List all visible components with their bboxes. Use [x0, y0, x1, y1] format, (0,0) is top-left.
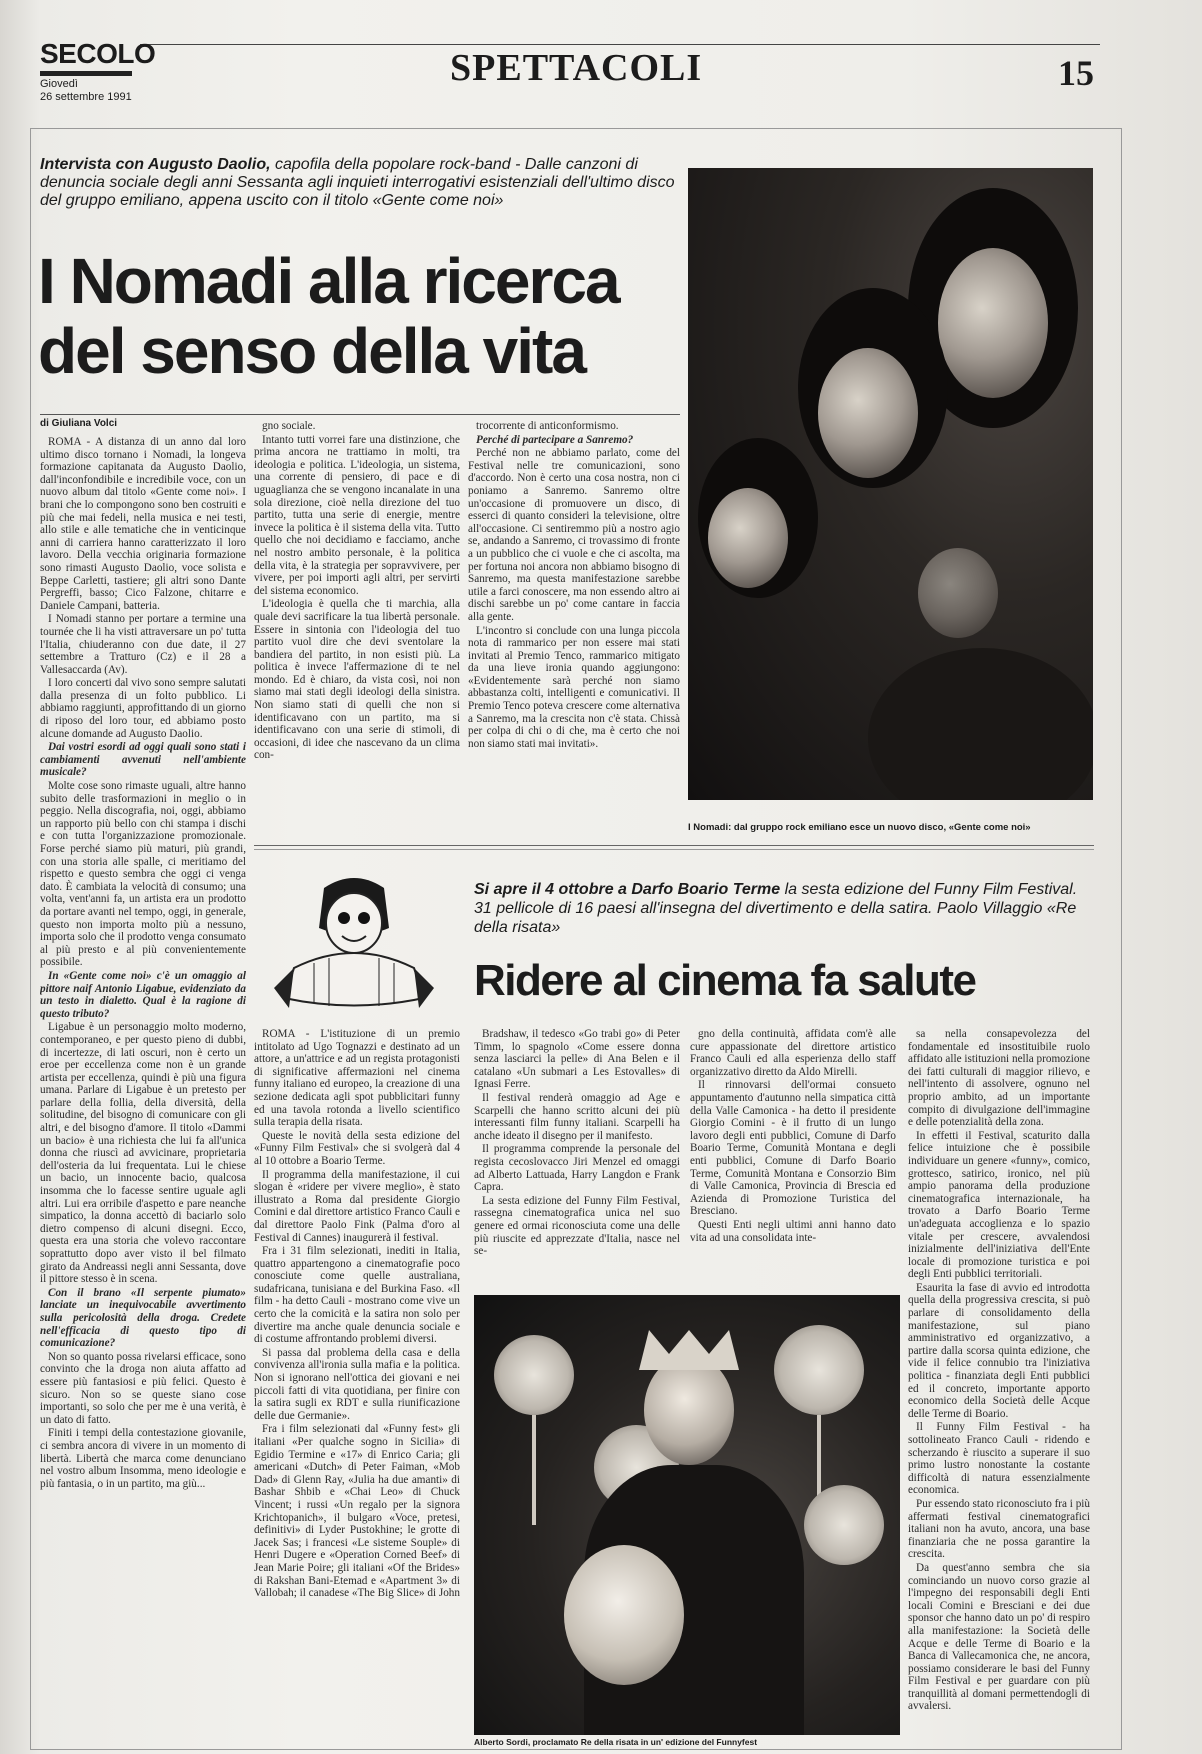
- paragraph: sa nella consapevolezza del fondamentale ed insostituibile ruolo affidato alle istituzioni nella promozione dei fatti culturali di maggior rilievo, e nell'intento di assolvere, ognuno nel proprio ambito, ad un importante compito di divulgazione dell'immagine e delle potenzialità della zona.: [908, 1028, 1090, 1129]
- article2-column-1: [254, 1028, 460, 1734]
- article1-column-2: [254, 420, 460, 830]
- paragraph: La sesta edizione del Funny Film Festival, rassegna cinematografica unica nel suo genere ed ormai riconosciuta come una delle più riuscite ed apprezzate d'Italia, nasce nel se-: [474, 1194, 680, 1258]
- paragraph: Si passa dal problema della casa e della convivenza all'ironia sulla mafia e la politica. Non si ignorano nell'ottica dei giovani e nei piccoli fatti di vita quotidiana, per finire con la satira sugli ex RDT e sulla riunificazione delle due Germanie».: [254, 1346, 460, 1422]
- paragraph: Il festival renderà omaggio ad Age e Scarpelli che hanno scritto alcuni dei più interessanti film funny italiani. Scarpelli ha anche ideato il disegno per il manifesto.: [474, 1091, 680, 1142]
- logo-text: SECOLO: [40, 38, 156, 69]
- article2-column-3: [690, 1028, 896, 1286]
- paragraph: Perché non ne abbiamo parlato, come del Festival nelle tre comunicazioni, sono d'accordo. Non è certo una cosa nostra, non ci poniamo a Sanremo. Sanremo oltre un'occasione di promuovere un disco, di esserci di quanto consideri la televisione, oltre all'occasione. Ci sentiremmo più a nostro agio se, andando a Sanremo, ci trovassimo di fronte a un pubblico che ci vuole e che ci ascolta, ma per fortuna noi ancora non abbiamo bisogno di Sanremo, ma questa manifestazione sarebbe utile a farci conoscere, ma non essendo altro ai dischi sarebbe un po' come cantare in faccia alla gente.: [468, 447, 680, 623]
- paragraph: Il rinnovarsi dell'ormai consueto appuntamento d'autunno nella simpatica città della Valle Camonica - ha detto il presidente Giorgio Comini - è il frutto di un lungo lavoro degli enti pubblici, Comune di Darfo Boario Terme, Comunità Montana e degli enti pubblici, Comune di Darfo Boario Terme, Comunità Montana e Consorzio Bim di Valle Camonica, Provincia di Brescia ed Azienda di Promozione Turistica del Bresciano.: [690, 1079, 896, 1218]
- article2-column-2: [474, 1028, 680, 1286]
- paragraph: In «Gente come noi» c'è un omaggio al pittore naif Antonio Ligabue, evidenziato da un testo in dialetto. Qual è la ragione di questo tributo?: [40, 969, 246, 1020]
- article1-column-1: [40, 436, 246, 1736]
- paragraph: trocorrente di anticonformismo.: [476, 420, 619, 432]
- article2-headline: Ridere al cinema fa salute: [474, 956, 976, 1005]
- article1-kicker: [40, 156, 690, 210]
- paragraph: I loro concerti dal vivo sono sempre salutati dalla presenza di un folto pubblico. Li abbiamo raggiunti, approfittando di un giorno di riposo del loro tour, ed abbiamo posto alcune domande ad Augusto Daolio.: [40, 677, 246, 740]
- paragraph: ROMA - A distanza di un anno dal loro ultimo disco tornano i Nomadi, la longeva formazione capitanata da Augusto Daolio, dall'inconfondibile e incredibile voce, con un nuovo album dal titolo «Gente come noi». I brani che lo compongono sono ben costruiti e più che mai fedeli, nella musica e nei testi, allo stile e alle tematiche che in venticinque anni di carriera hanno caratterizzato il loro lavoro. Della vecchia originaria formazione sono rimasti Augusto Daolio, voce solista e Beppe Carletti, tastiere; gli altri sono Dante Pergreffi, basso; Cico Falzone, chitarre e Daniele Campani, batteria.: [40, 436, 246, 612]
- article1-headline-line2: del senso della vita: [38, 315, 585, 387]
- article1-kicker-text: capofila della popolare rock-band - Dalle canzoni di denuncia sociale degli anni Sessanta agli inquieti interrogativi esistenziali dell'ultimo disco del gruppo emiliano, appena uscito con il titolo «Gente come noi»: [40, 156, 675, 209]
- article1-photo-caption: I Nomadi: dal gruppo rock emiliano esce un nuovo disco, «Gente come noi»: [688, 822, 1031, 833]
- article1-byline: di Giuliana Volci: [40, 418, 118, 429]
- paragraph: Questi Enti negli ultimi anni hanno dato vita ad una consolidata inte-: [690, 1218, 896, 1244]
- article1-column-3: [468, 420, 680, 830]
- issue-date: 26 settembre 1991: [40, 91, 132, 103]
- paragraph: Perché di partecipare a Sanremo?: [476, 433, 634, 446]
- article1-kicker-lead: Intervista con Augusto Daolio,: [40, 156, 271, 173]
- paragraph: Da quest'anno sembra che sia cominciando un nuovo corso grazie al l'impegno dei responsabili degli Enti locali Comini e Bresciani e dei due sponsor che hanno dato un po' di respiro alla manifestazione: la Società delle Acque e delle Terme di Boario e la Banca di Vallecamonica che, ne ancora, possiamo considerare le basi del Funny Film Festival e per guardare con più tranquillità al domani permettendogli di avvalersi.: [908, 1561, 1090, 1713]
- newspaper-logo: [40, 38, 155, 76]
- paragraph: Fra i film selezionati dal «Funny fest» gli italiani «Per qualche sogno in Sicilia» di Egidio Termine e «17» di Enrico Caria; gli americani «Dutch» di Peter Faiman, «Mob Dad» di Glenn Ray, «Julia ha due amanti» di Bashar Shbib e «Chai Leo» di Chuck Vincent; i russi «Un regalo per la signora Krichtopanich», il bulgaro «Voce, pretesi, definitivi» di Lyder Pustokhine; le grotte di Jacek Sas; i francesi «Le sisteme Souple» di Henri Dugere e «Operation Corned Beef» di Jean Marie Poire; gli italiani «Of the Brides» di Rakshan Bani-Etemad e «Apartment 3» di Vallobah; il canadese «The Big Slice» di John: [254, 1423, 460, 1600]
- paragraph: L'incontro si conclude con una lunga piccola nota di rammarico per non essere mai stati invitati al Premio Tenco, rammarico mitigato da una lieve ironia quando aggiungono: «Evidentemente sarà perché non siamo abbastanza colti, intelligenti e comunicativi. Il Premio Tenco poteva crescere come alternativa a Sanremo, ma la crescita non c'è stata. Chissà per colpa di chi o di che, ma è certo che noi non siamo stati mai invitati».: [468, 624, 680, 750]
- paragraph: Dai vostri esordi ad oggi quali sono stati i cambiamenti avvenuti nell'ambiente musicale?: [40, 741, 246, 779]
- paragraph: Molte cose sono rimaste uguali, altre hanno subito delle trasformazioni in meglio o in peggio. Nella discografia, noi, oggi, abbiamo un rapporto più bello con chi stampa i dischi e con tutta l'organizzazione promozionale. Forse perché siamo più maturi, più grandi, con una storia alle spalle, ci meritiamo del rispetto e questo sembra che oggi ci venga dato. È cambiata la velocità di consumo; una volta, vent'anni fa, un artista era un prodotto da portare avanti nel tempo, oggi, in generale, questo non importa molto più a nessuno, importa solo che il prodotto venga consumato al più presto e al più convenientemente possibile.: [40, 780, 246, 969]
- section-title: SPETTACOLI: [450, 47, 703, 89]
- article2-column-4: [908, 1028, 1090, 1734]
- paragraph: Bradshaw, il tedesco «Go trabi go» di Peter Timm, lo spagnolo «Come essere donna senza lasciarci la pelle» di Ana Belen e il catalano «Un submari a Les Estovalles» di Ignasi Ferre.: [474, 1028, 680, 1091]
- masthead-date: [40, 78, 132, 104]
- paragraph: Fra i 31 film selezionati, inediti in Italia, quattro appartengono a cinematografie poco conosciute come quelle australiana, sudafricana, tunisiana e del Burkina Faso. «Il film - ha detto Cauli - mostrano come vive un certo che la comicità e la satira non solo per divertire ma anche quale denuncia sociale e di costume affrontando problemi diversi.: [254, 1245, 460, 1346]
- paragraph: Con il brano «Il serpente piumato» lanciate un inequivocabile avvertimento sulla pericolosità della droga. Credete nell'efficacia di questo tipo di comunicazione?: [40, 1286, 246, 1350]
- paragraph: Queste le novità della sesta edizione del «Funny Film Festival» che si svolgerà dal 4 al 10 ottobre a Boario Terme.: [254, 1129, 460, 1167]
- paragraph: Non so quanto possa rivelarsi efficace, sono convinto che la droga non aiuta affatto ad essere più fantasiosi e più felici. Questo è sicuro. Non so se queste siano cose importanti, so solo che per me è una verità, è un dato di fatto.: [40, 1350, 246, 1426]
- page-number: 15: [1058, 53, 1094, 93]
- paragraph: Finiti i tempi della contestazione giovanile, ci sembra ancora di vivere in un momento di libertà. Libertà che marca come denunciano nel vostro album Insomma, meno ideologie e più fantasia, o in un partito, ma giù...: [40, 1427, 246, 1490]
- article2-kicker-text: la sesta edizione del Funny Film Festival. 31 pellicole di 16 paesi all'insegna del divertimento e della satira. Paolo Villaggio «Re della risata»: [474, 881, 1078, 936]
- paragraph: Il programma della manifestazione, il cui slogan è «ridere per vivere meglio», è stato illustrato a Roma dal presidente Giorgio Comini e dal direttore artistico Franco Cauli e dal direttore Paolo Fink (Palma d'oro al Festival di Cannes) inaugurerà il festival.: [254, 1168, 460, 1244]
- article1-rule: [40, 414, 680, 415]
- article-divider-secondary: [254, 849, 1094, 850]
- festival-mascot-illustration: [254, 868, 454, 1018]
- issue-day: Giovedì: [40, 78, 78, 90]
- paragraph: Il Funny Film Festival - ha sottolineato Franco Cauli - ridendo e scherzando è riuscito a superare il suo primo lustro nonostante la costante difficoltà di natura essenzialmente economica.: [908, 1421, 1090, 1497]
- article2-kicker: [474, 880, 1094, 937]
- article1-headline: [38, 246, 678, 386]
- alberto-sordi-photo: [474, 1295, 900, 1735]
- paragraph: I Nomadi stanno per portare a termine una tournée che li ha visti attraversare un po' tutta l'Italia, chiuderanno con due date, il 27 settembre a Tratturo (Cz) e il 28 a Vallesaccarda (Av).: [40, 613, 246, 676]
- article2-kicker-lead: Si apre il 4 ottobre a Darfo Boario Terme: [474, 881, 781, 898]
- article2-photo-caption: Alberto Sordi, proclamato Re della risata in un' edizione del Funnyfest: [474, 1737, 758, 1747]
- paragraph: gno sociale.: [262, 420, 316, 432]
- paragraph: ROMA - L'istituzione di un premio intitolato ad Ugo Tognazzi e destinato ad un attore, a un'attrice e ad un regista protagonisti di significative affermazioni nel cinema funny italiano ed europeo, la creazione di una sezione dedicata agli spot pubblicitari funny ed una tavola rotonda a livello scientifico sulla terapia della risata.: [254, 1028, 460, 1129]
- paragraph: Ligabue è un personaggio molto moderno, contemporaneo, e per questo pieno di dubbi, di incertezze, di lati oscuri, non è certo un eroe per eccellenza come non è un grande artista per eccellenza, quindi è più una figura umana. Parlare di Ligabue è un pretesto per parlare della follia, della diversità, della solitudine, del bisogno di comunicare con gli altri, e del bisogno d'amore. Il titolo «Dammi un bacio» è una richiesta che lui fa all'unica donna che riuscì ad avvicinare, proprietaria dell'osteria da lui frequentata. Lui le chiese un bacio, un innocente bacio, qualcosa insomma che lo facesse sentire uguale agli altri. Lui era orribile d'aspetto e pare neanche simpatico, la donna accettò di baciarlo solo dietro compenso di alcuni disegni. Ecco, questa era una storia che volevo raccontare soprattutto dopo aver visto il bel filmato girato da Andreassi negli anni Sessanta, dove il pittore stesso è in scena.: [40, 1021, 246, 1286]
- logo-underbar: [40, 71, 132, 76]
- paragraph: L'ideologia è quella che ti marchia, alla quale devi sacrificare la tua libertà personale. Essere in sintonia con l'ideologia del tuo partito vuol dire che devi sventolare la bandiera del partito, in non esisti più. La politica è invece l'affermazione di te nel mondo. Ed è chiaro, da vista così, noi non siamo mai stati degli ideologi della sinistra. Non siamo stati di quelli che non si identificavano con un partito, ma si identificavano con una serie di stimoli, di occasioni, di idee che nascevano da un clima con-: [254, 598, 460, 762]
- article-divider: [254, 845, 1094, 846]
- paragraph: gno della continuità, affidata com'è alle cure appassionate del direttore artistico Franco Cauli ed alla esperienza dello staff organizzativo diretto da Aldo Mirelli.: [690, 1028, 896, 1078]
- article1-headline-line1: I Nomadi alla ricerca: [38, 245, 619, 317]
- masthead-rule: [140, 44, 1100, 45]
- paragraph: In effetti il Festival, scaturito dalla felice intuizione che è possibile individuare un genere «funny», comico, grottesco, satirico, ironico, nel più ampio panorama della produzione cinematografica internazionale, ha trovato a Darfo Boario Terme un'adeguata accoglienza e lo spazio vitale per crescere, avvalendosi inizialmente dell'iniziativa dell'Ente locale di promozione turistica e poi degli Enti pubblici territoriali.: [908, 1129, 1090, 1281]
- paragraph: Il programma comprende la personale del regista cecoslovacco Jiri Menzel ed omaggi ad Alberto Lattuada, Harry Langdon e Frank Capra.: [474, 1143, 680, 1194]
- nomadi-band-photo: [688, 168, 1093, 800]
- paragraph: Pur essendo stato riconosciuto fra i più affermati festival cinematografici italiani non ha avuto, ancora, una base finanziaria che ne possa garantire la crescita.: [908, 1497, 1090, 1561]
- paragraph: Esaurita la fase di avvio ed introdotta quella della progressiva crescita, si può parlare di consolidamento della manifestazione, sul piano amministrativo ed organizzativo, a partire dalla scorsa quinta edizione, che vide il felice connubio tra l'iniziativa politica - finanziata degli Enti pubblici ed il concreto, importante apporto economico della Società delle Acque delle Terme di Boario.: [908, 1281, 1090, 1420]
- paragraph: Intanto tutti vorrei fare una distinzione, che prima ancora ne trattiamo in molti, tra ideologia e politica. L'ideologia, un sistema, una corrente di pensiero, di pace e di uguaglianza che se vengono incanalate in una sola direzione, cioè nella direzione del tuo partito, tutta una serie di energie, mentre invece la politica è il sistema della vita. Tutto quello che noi decidiamo e facciamo, anche nel nostro ambito personale, è la politica della vita, è la strategia per sopravvivere, per vivere, per poi importi agli altri, per servirti del sistema economico.: [254, 433, 460, 597]
